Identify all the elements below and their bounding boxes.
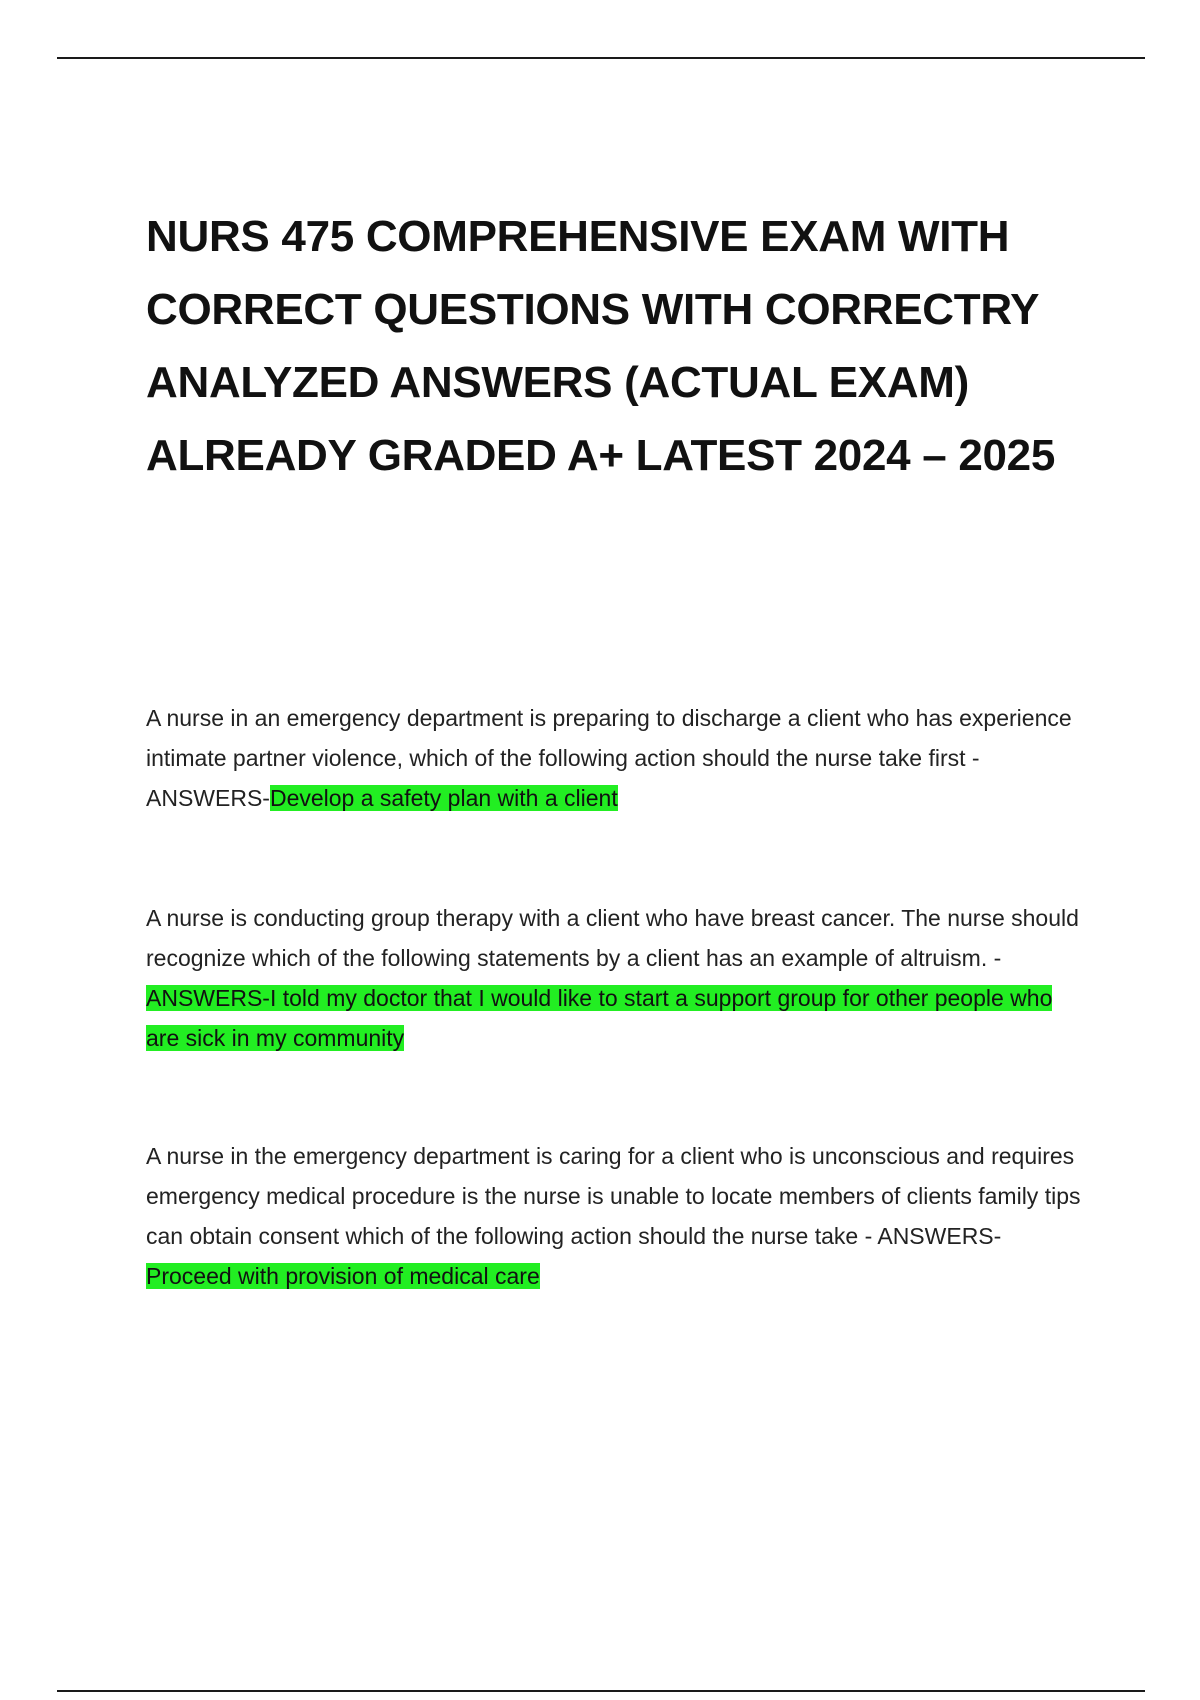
question-text: A nurse in the emergency department is caring for a client who is unconscious and requires emergency medical procedure is the nurse is unable to locate members of clients family tips can obtain consent which of the following action should the nurse take - ANSWERS- xyxy=(146,1143,1081,1249)
title-line-4: ALREADY GRADED A+ LATEST 2024 – 2025 xyxy=(146,431,1056,480)
question-text: A nurse in an emergency department is preparing to discharge a client who has experience intimate partner violence, which of the following action should the nurse take first - ANSWERS- xyxy=(146,705,1072,811)
top-rule xyxy=(57,57,1145,59)
question-text: A nurse is conducting group therapy with a client who have breast cancer. The nurse should recognize which of the following statements by a client has an example of altruism. - xyxy=(146,905,1079,971)
bottom-rule xyxy=(57,1690,1145,1692)
answer-highlight: Proceed with provision of medical care xyxy=(146,1263,540,1289)
question-block-3 xyxy=(146,1136,1086,1296)
answer-highlight: ANSWERS-I told my doctor that I would like to start a support group for other people who are sick in my community xyxy=(146,985,1053,1051)
title-line-1: NURS 475 COMPREHENSIVE EXAM WITH xyxy=(146,212,1010,261)
question-block-1 xyxy=(146,698,1086,818)
question-block-2 xyxy=(146,898,1086,1058)
document-title xyxy=(146,200,1126,492)
title-line-2: CORRECT QUESTIONS WITH CORRECTRY xyxy=(146,285,1040,334)
answer-highlight: Develop a safety plan with a client xyxy=(269,785,618,811)
title-line-3: ANALYZED ANSWERS (ACTUAL EXAM) xyxy=(146,358,969,407)
